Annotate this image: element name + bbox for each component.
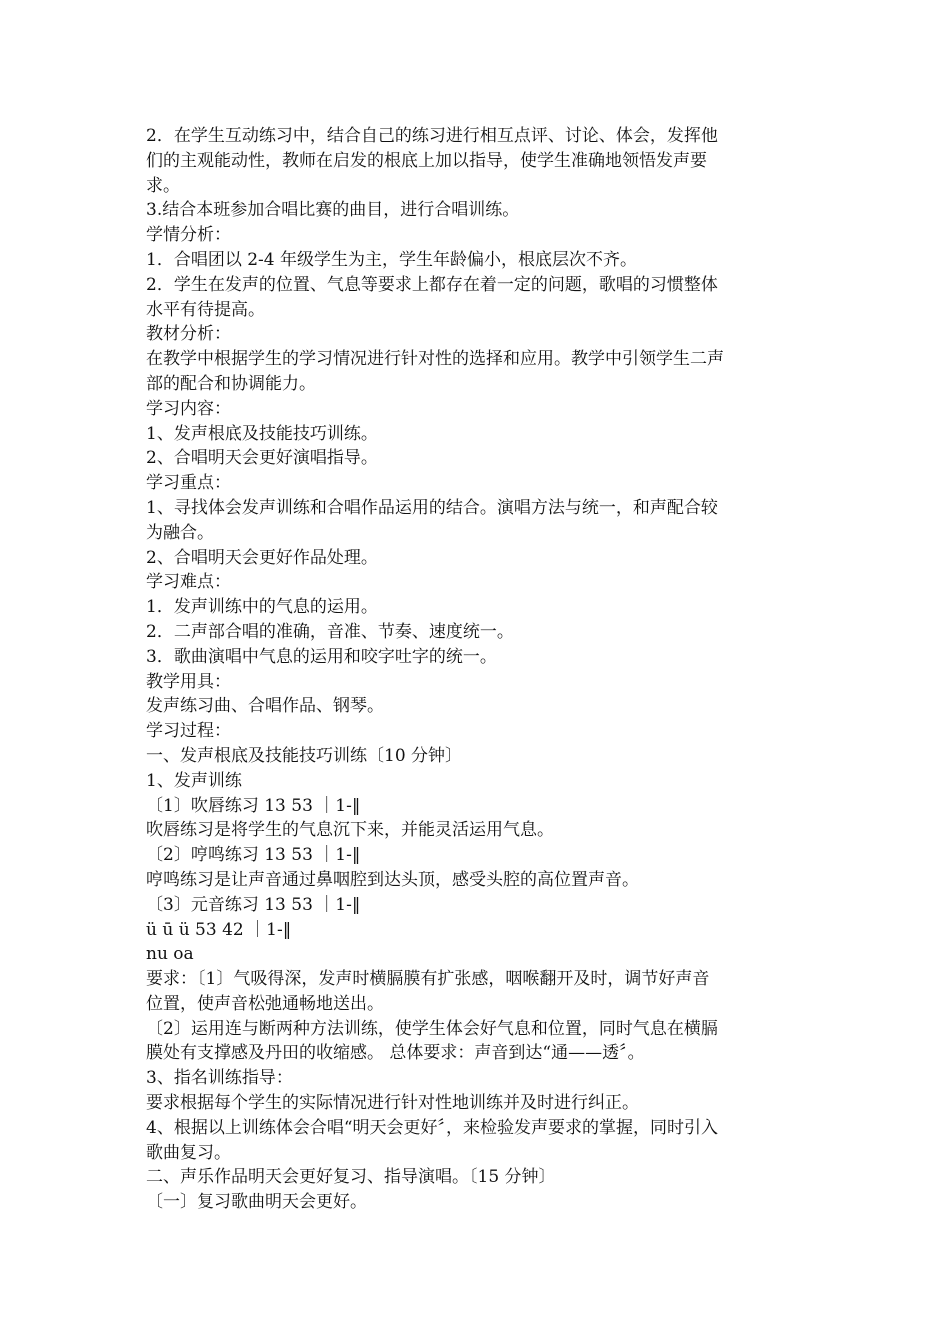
text-line: 1．合唱团以 2-4 年级学生为主，学生年龄偏小，根底层次不齐。 bbox=[146, 249, 637, 270]
text-line: 1、发声根底及技能技巧训练。 bbox=[146, 423, 378, 444]
text-line: 教材分析： bbox=[146, 324, 231, 345]
text-line: 〔2〕运用连与断两种方法训练，使学生体会好气息和位置，同时气息在横膈 bbox=[146, 1018, 718, 1039]
text-line: 们的主观能动性，教师在启发的根底上加以指导，使学生准确地领悟发声要 bbox=[146, 150, 707, 171]
text-line: 歌曲复习。 bbox=[146, 1142, 231, 1163]
text-line: 2、合唱明天会更好演唱指导。 bbox=[146, 448, 378, 469]
text-line: 哼鸣练习是让声音通过鼻咽腔到达头顶，感受头腔的高位置声音。 bbox=[146, 869, 639, 890]
text-line: 3．歌曲演唱中气息的运用和咬字吐字的统一。 bbox=[146, 646, 497, 667]
text-line: 为融合。 bbox=[146, 522, 214, 543]
text-line: 在教学中根据学生的学习情况进行针对性的选择和应用。教学中引领学生二声 bbox=[146, 349, 724, 370]
text-line: nu oa bbox=[146, 944, 194, 965]
text-line: 吹唇练习是将学生的气息沉下来，并能灵活运用气息。 bbox=[146, 820, 554, 841]
text-line: 要求：〔1〕气吸得深，发声时横膈膜有扩张感，咽喉翻开及时，调节好声音 bbox=[146, 969, 710, 990]
text-line: 〔一〕复习歌曲明天会更好。 bbox=[146, 1192, 367, 1213]
text-line: 4、根据以上训练体会合唱“明天会更好〞，来检验发声要求的掌握，同时引入 bbox=[146, 1117, 719, 1138]
text-line: 位置，使声音松弛通畅地送出。 bbox=[146, 993, 384, 1014]
text-line: 〔2〕哼鸣练习 13 53 ｜1-‖ bbox=[146, 845, 361, 866]
text-line: 2．学生在发声的位置、气息等要求上都存在着一定的问题，歌唱的习惯整体 bbox=[146, 274, 718, 295]
text-line: 〔1〕吹唇练习 13 53 ｜1-‖ bbox=[146, 795, 361, 816]
text-line: 教学用具： bbox=[146, 671, 231, 692]
text-line: 学习内容： bbox=[146, 398, 231, 419]
text-line: 1、发声训练 bbox=[146, 770, 242, 791]
text-line: 一、发声根底及技能技巧训练〔10 分钟〕 bbox=[146, 745, 463, 766]
text-line: 求。 bbox=[146, 175, 180, 196]
text-line: 水平有待提高。 bbox=[146, 299, 265, 320]
text-line: 1．发声训练中的气息的运用。 bbox=[146, 597, 378, 618]
text-line: 学情分析： bbox=[146, 225, 231, 246]
document-body bbox=[146, 124, 806, 1215]
text-line: 学习重点： bbox=[146, 473, 231, 494]
text-line: 要求根据每个学生的实际情况进行针对性地训练并及时进行纠正。 bbox=[146, 1093, 639, 1114]
text-line: 2．在学生互动练习中，结合自己的练习进行相互点评、讨论、体会，发挥他 bbox=[146, 126, 718, 146]
text-line: 3、指名训练指导： bbox=[146, 1068, 293, 1089]
text-line: 1、寻找体会发声训练和合唱作品运用的结合。演唱方法与统一，和声配合较 bbox=[146, 497, 718, 518]
text-line: 部的配合和协调能力。 bbox=[146, 373, 316, 394]
text-line: ü ū ü 53 42 ｜1-‖ bbox=[146, 919, 292, 940]
text-line: 〔3〕元音练习 13 53 ｜1-‖ bbox=[146, 894, 361, 915]
text-line: 3.结合本班参加合唱比赛的曲目，进行合唱训练。 bbox=[146, 200, 520, 221]
text-line: 学习过程： bbox=[146, 721, 231, 742]
text-line: 2．二声部合唱的准确，音准、节奏、速度统一。 bbox=[146, 621, 514, 642]
text-line: 膜处有支撑感及丹田的收缩感。 总体要求：声音到达“通——透〞。 bbox=[146, 1043, 645, 1064]
text-line: 学习难点： bbox=[146, 572, 231, 593]
text-line: 2、合唱明天会更好作品处理。 bbox=[146, 547, 378, 568]
text-line: 二、声乐作品明天会更好复习、指导演唱。〔15 分钟〕 bbox=[146, 1167, 556, 1188]
text-line: 发声练习曲、合唱作品、钢琴。 bbox=[146, 696, 384, 717]
